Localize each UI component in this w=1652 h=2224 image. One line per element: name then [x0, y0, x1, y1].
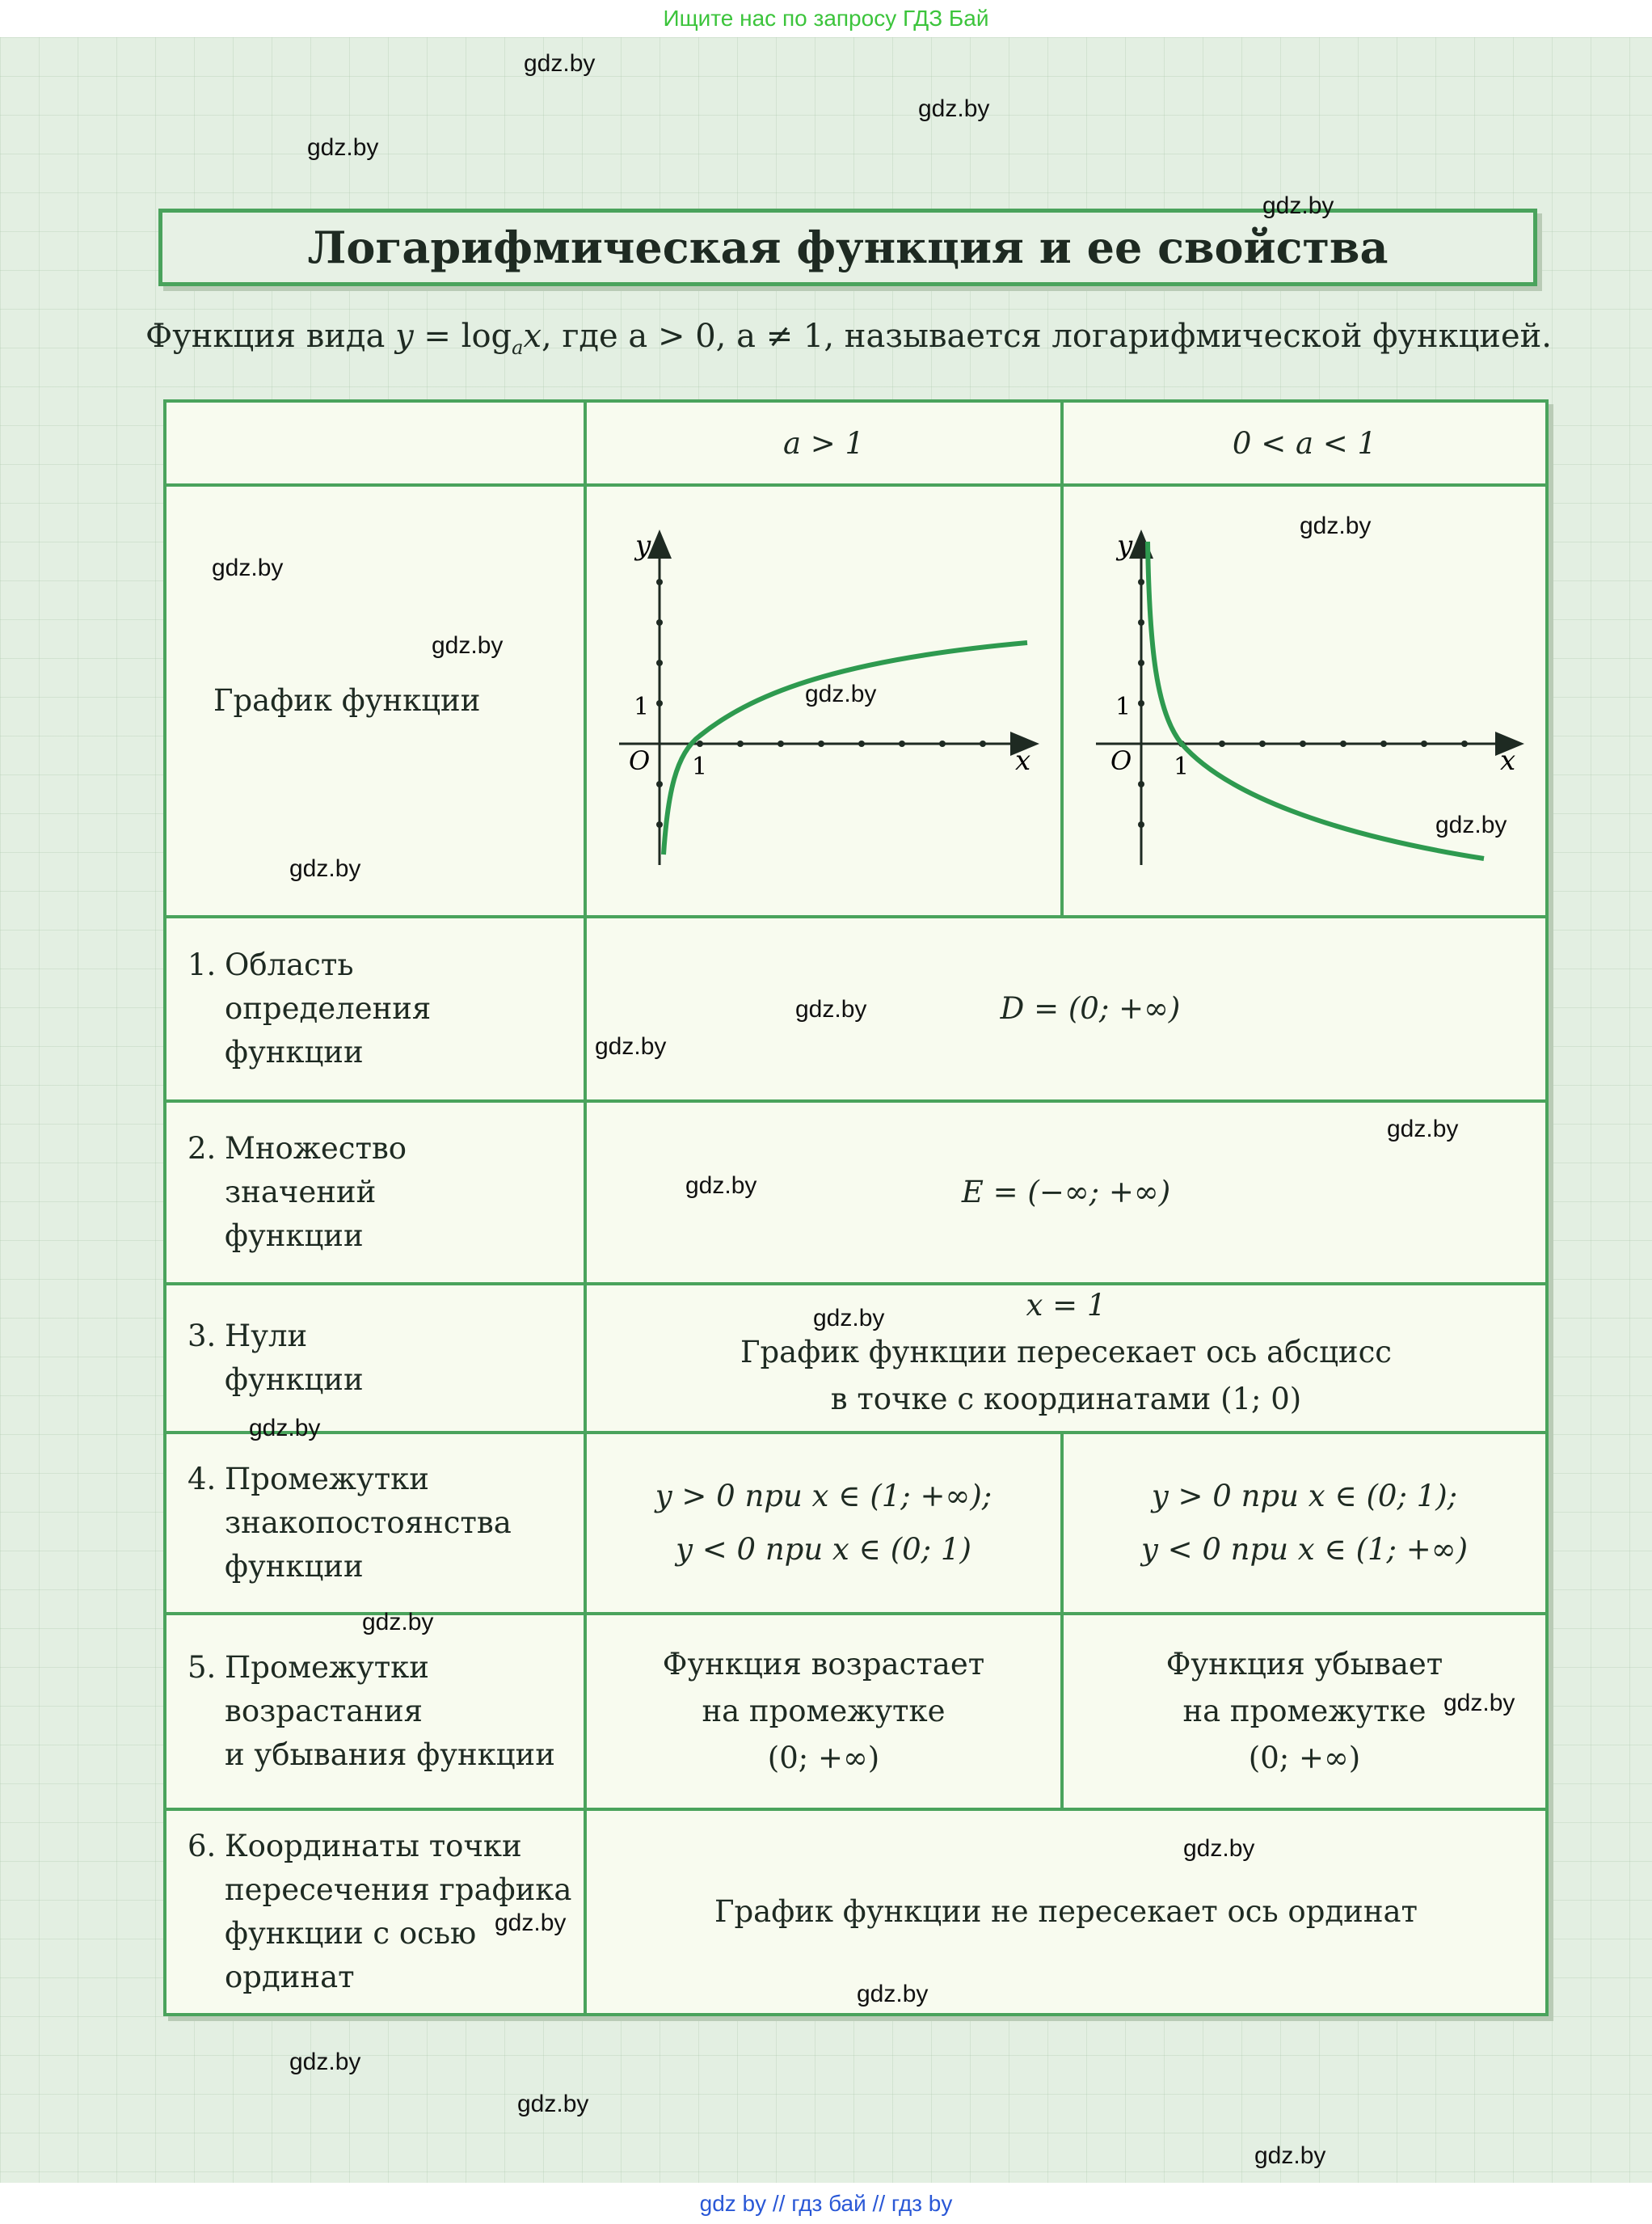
header-a-lt-1: 0 < a < 1 — [1062, 401, 1547, 485]
row-domain-value: D = (0; +∞) — [585, 917, 1547, 1101]
y-label: y — [635, 530, 651, 562]
row-monotonic — [165, 1614, 1547, 1809]
row-sign-left: y > 0 при x ∈ (1; +∞); y < 0 при x ∈ (0; 1) — [585, 1433, 1062, 1614]
watermark: gdz.by — [289, 2049, 361, 2075]
watermark: gdz.by — [813, 1305, 885, 1331]
watermark: gdz.by — [595, 1033, 667, 1060]
watermark: gdz.by — [249, 1415, 321, 1441]
watermark: gdz.by — [524, 50, 596, 77]
definition-suffix: , где a > 0, a ≠ 1, называется логарифмической функцией. — [542, 318, 1553, 355]
watermark: gdz.by — [517, 2091, 589, 2117]
watermark: gdz.by — [495, 1910, 567, 1936]
properties-table — [163, 399, 1549, 2016]
row-zeros-value: x = 1 График функции пересекает ось абсцисс в точке с координатами (1; 0) — [585, 1284, 1547, 1433]
row-monotonic-right: Функция убывает на промежутке (0; +∞) — [1062, 1614, 1547, 1809]
row-sign-right: y > 0 при x ∈ (0; 1); y < 0 при x ∈ (1; +∞) — [1062, 1433, 1547, 1614]
x-label: x — [1500, 745, 1516, 777]
row-sign-label: 4. Промежутки знакопостоянства функции — [165, 1433, 585, 1614]
bottom-banner[interactable]: gdz by // гдз бай // гдз by — [0, 2183, 1652, 2224]
graph-row-label-text: График функции — [213, 683, 481, 718]
graph-decreasing — [1064, 487, 1545, 915]
watermark: gdz.by — [1254, 2142, 1326, 2169]
origin-label: O — [1110, 745, 1132, 776]
row-range-value: E = (−∞; +∞) — [585, 1101, 1547, 1284]
watermark: gdz.by — [307, 134, 379, 161]
watermark: gdz.by — [805, 681, 877, 707]
definition-y: y — [395, 318, 414, 355]
title-box — [158, 209, 1537, 286]
watermark: gdz.by — [857, 1981, 929, 2007]
origin-label: O — [629, 745, 651, 776]
top-banner[interactable]: Ищите нас по запросу ГДЗ Бай — [0, 0, 1652, 37]
definition-text — [145, 318, 1552, 359]
watermark: gdz.by — [1387, 1116, 1459, 1142]
row-y-intercept — [165, 1809, 1547, 2015]
definition-base: a — [512, 336, 524, 359]
watermark: gdz.by — [289, 855, 361, 882]
tick-label-y-1: 1 — [1115, 693, 1132, 721]
watermark: gdz.by — [1183, 1835, 1255, 1862]
y-label: y — [1117, 530, 1133, 562]
definition-prefix: Функция вида — [145, 318, 396, 355]
page-title: Логарифмическая функция и ее свойства — [307, 222, 1389, 273]
tick-label-y-1: 1 — [634, 693, 650, 721]
watermark: gdz.by — [212, 555, 284, 581]
watermark: gdz.by — [1443, 1690, 1515, 1716]
row-range — [165, 1101, 1547, 1284]
watermark: gdz.by — [1435, 812, 1507, 838]
graph-row-label — [165, 485, 585, 917]
header-a-gt-1: a > 1 — [585, 401, 1062, 485]
watermark: gdz.by — [1300, 513, 1372, 539]
log-curve-decreasing — [1148, 542, 1484, 859]
row-domain-label: 1. Область определения функции — [165, 917, 585, 1101]
row-monotonic-left: Функция возрастает на промежутке (0; +∞) — [585, 1614, 1062, 1809]
row-y-intercept-value: График функции не пересекает ось ординат — [585, 1809, 1547, 2015]
tick-label-x-1: 1 — [692, 753, 708, 781]
row-sign — [165, 1433, 1547, 1614]
table-header-row — [165, 401, 1547, 485]
header-empty-cell — [165, 401, 585, 485]
watermark: gdz.by — [1262, 192, 1334, 219]
graph-cell-decreasing — [1062, 485, 1547, 917]
row-y-intercept-label: 6. Координаты точки пересечения графика функции с осью ординат — [165, 1809, 585, 2015]
definition-x: x — [523, 318, 542, 355]
watermark: gdz.by — [432, 632, 504, 659]
watermark: gdz.by — [362, 1609, 434, 1635]
definition-log: = log — [413, 318, 512, 355]
axis-ticks — [1138, 579, 1468, 828]
watermark: gdz.by — [918, 95, 990, 122]
x-label: x — [1015, 745, 1031, 777]
tick-label-x-1: 1 — [1174, 753, 1190, 781]
watermark: gdz.by — [685, 1172, 757, 1199]
row-monotonic-label: 5. Промежутки возрастания и убывания функции — [165, 1614, 585, 1809]
row-zeros-label: 3. Нули функции — [165, 1284, 585, 1433]
log-curve-increasing — [664, 643, 1027, 855]
watermark: gdz.by — [795, 996, 867, 1023]
row-range-label: 2. Множество значений функции — [165, 1101, 585, 1284]
